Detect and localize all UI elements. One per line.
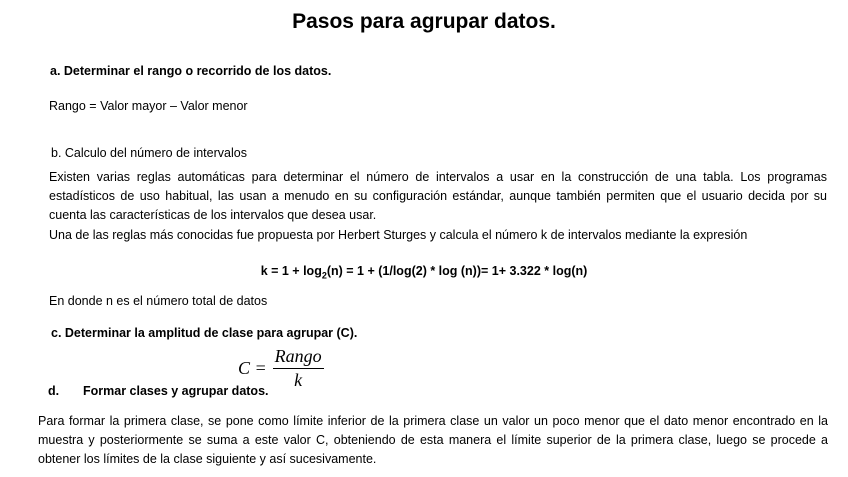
sturges-formula-subscript: 2 [321,270,327,281]
fraction-denominator: k [294,370,303,390]
class-width-fraction [273,346,324,391]
section-b-paragraph-1: Existen varias reglas automáticas para determinar el número de intervalos a usar en la construcción de una tabla. Los programas estadísticos de uso habitual, las usan a menudo en su configuración estándar, aunque también permiten que el usuario decida por su cuenta las características de los intervalos que desea usar. [49,170,827,222]
sturges-formula-prefix: k = 1 + log [260,264,322,278]
section-d-paragraph: Para formar la primera clase, se pone como límite inferior de la primera clase un valor un poco menor que el dato menor encontrado en la muestra y posteriormente se suma a este valor C, obteniendo de esta manera el límite superior de la primera clase, luego se procede a obtener los límites de la clase siguiente y así sucesivamente. [38,414,828,466]
range-formula: Rango = Valor mayor – Valor menor [49,99,248,113]
section-d-heading: Formar clases y agrupar datos. [83,384,269,398]
fraction-numerator: Rango [273,346,324,369]
section-d-letter: d. [48,384,60,398]
section-d-heading-row [48,384,269,398]
sturges-formula-suffix: (n) = 1 + (1/log(2) * log (n))= 1+ 3.322 * log(n) [326,264,588,278]
section-a-heading: a. Determinar el rango o recorrido de los datos. [50,64,332,78]
class-width-formula-lhs: C = [238,358,267,378]
section-b-paragraph-2: Una de las reglas más conocidas fue propuesta por Herbert Sturges y calcula el número k de intervalos mediante la expresión [49,228,748,242]
page-title: Pasos para agrupar datos. [292,10,556,33]
section-c-heading: c. Determinar la amplitud de clase para agrupar (C). [51,326,358,340]
section-b-heading: b. Calculo del número de intervalos [51,146,247,160]
section-b-note: En donde n es el número total de datos [49,294,268,308]
sturges-formula [0,264,848,281]
